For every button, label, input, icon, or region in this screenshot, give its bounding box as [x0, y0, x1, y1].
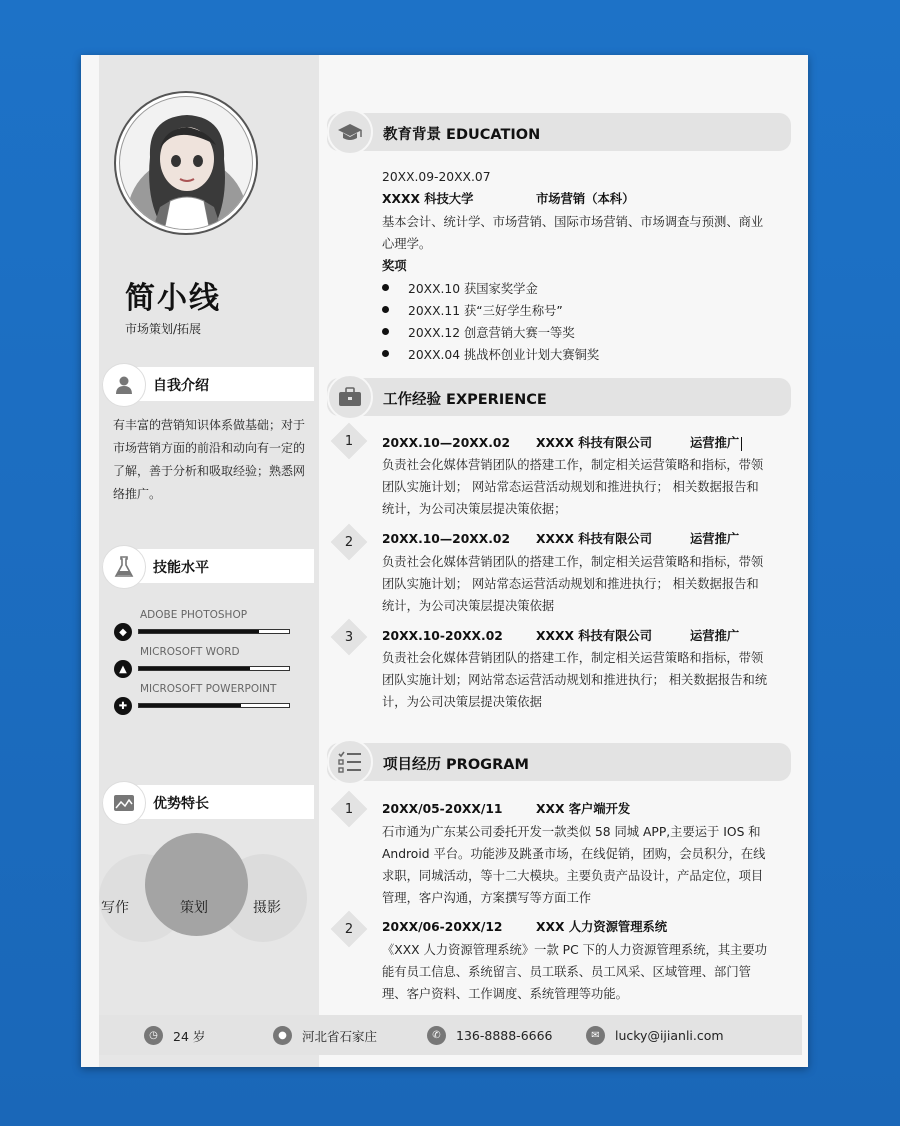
skills-header: [102, 549, 314, 583]
graduation-cap-icon: [327, 109, 373, 155]
program-name: XXX 客户端开发: [536, 802, 631, 816]
experience-position: 运营推广: [690, 432, 742, 454]
strength-label: 摄影: [253, 900, 281, 916]
experience-position: 运营推广: [690, 532, 740, 546]
footer-phone: ✆ 136-8888-6666: [427, 1026, 553, 1045]
text-cursor: [741, 437, 742, 451]
skill-bar-fill: [139, 667, 250, 670]
skill-name: ADOBE PHOTOSHOP: [140, 609, 248, 621]
experience-period: 20XX.10-20XX.02: [382, 629, 503, 643]
skill-bar: [138, 703, 290, 708]
bullet-dot: [382, 350, 389, 357]
profile-role: 市场策划/拓展: [125, 322, 202, 336]
experience-number: 2: [331, 524, 368, 561]
program-name: XXX 人力资源管理系统: [536, 920, 668, 934]
experience-company: XXXX 科技有限公司: [536, 436, 652, 450]
experience-period: 20XX.10—20XX.02: [382, 436, 511, 450]
skill-name: MICROSOFT WORD: [140, 646, 240, 658]
checklist-icon: [327, 739, 373, 785]
education-major: 市场营销（本科）: [536, 192, 635, 206]
experience-company: XXXX 科技有限公司: [536, 629, 652, 643]
skill-name: MICROSOFT POWERPOINT: [140, 683, 277, 695]
program-desc: 《XXX 人力资源管理系统》一款 PC 下的人力资源管理系统，其主要功能有员工信息、系统留言、员工联系、员工风采、区域管理、部门管理、客户资料、工作调度、系统管理等功能。: [382, 943, 768, 1001]
skill-bar-fill: [139, 630, 259, 633]
award-item: 20XX.10 获国家奖学金: [382, 279, 538, 297]
clock-icon: ◷: [144, 1026, 163, 1045]
mail-icon: ✉: [586, 1026, 605, 1045]
intro-title: 自我介绍: [153, 378, 209, 394]
award-item: 20XX.11 获“三好学生称号”: [382, 301, 563, 319]
profile-name: 简小线: [125, 281, 221, 316]
experience-position: 运营推广: [690, 629, 740, 643]
experience-number: 3: [331, 619, 368, 656]
photoshop-icon: ◆: [114, 623, 132, 641]
user-icon: [102, 363, 146, 407]
education-header: [327, 113, 791, 151]
program-header: [327, 743, 791, 781]
strengths-title: 优势特长: [153, 796, 209, 812]
experience-period: 20XX.10—20XX.02: [382, 532, 511, 546]
program-period: 20XX/06-20XX/12: [382, 920, 503, 934]
phone-icon: ✆: [427, 1026, 446, 1045]
strength-label: 写作: [101, 900, 129, 916]
bullet-dot: [382, 306, 389, 313]
avatar: [114, 91, 258, 235]
location-pin-icon: ●: [273, 1026, 292, 1045]
footer-email[interactable]: ✉ lucky@ijianli.com: [586, 1026, 724, 1045]
program-title: 项目经历 PROGRAM: [383, 757, 529, 773]
experience-desc: 负责社会化媒体营销团队的搭建工作，制定相关运营策略和指标，带领团队实施计划； 网站常态运营活动规划和推进执行； 相关数据报告和统计，为公司决策层提决策依据: [382, 555, 764, 613]
intro-text: 有丰富的营销知识体系做基础；对于市场营销方面的前沿和动向有一定的了解，善于分析和吸取经验；熟悉网络推广。: [113, 418, 306, 501]
program-number: 1: [331, 791, 368, 828]
powerpoint-icon: ✚: [114, 697, 132, 715]
experience-number: 1: [331, 423, 368, 460]
education-courses: 基本会计、统计学、市场营销、国际市场营销、市场调查与预测、商业心理学。: [382, 215, 764, 251]
skill-bar-fill: [139, 704, 241, 707]
footer-location: ● 河北省石家庄: [273, 1026, 377, 1045]
venn-circle-center: [145, 833, 248, 936]
experience-header: [327, 378, 791, 416]
strengths-venn: [99, 831, 319, 981]
award-item: 20XX.12 创意营销大赛一等奖: [382, 323, 575, 341]
education-school: XXXX 科技大学: [382, 192, 474, 206]
flask-icon: [102, 545, 146, 589]
skill-bar: [138, 629, 290, 634]
contact-footer: [99, 1015, 802, 1055]
experience-company: XXXX 科技有限公司: [536, 532, 652, 546]
skills-title: 技能水平: [153, 560, 209, 576]
experience-title: 工作经验 EXPERIENCE: [383, 392, 547, 408]
avatar-image: [119, 96, 253, 230]
strengths-header: [102, 785, 314, 819]
resume-page: [81, 55, 808, 1067]
award-item: 20XX.04 挑战杯创业计划大赛铜奖: [382, 345, 599, 363]
program-desc: 石市通为广东某公司委托开发一款类似 58 同城 APP,主要运于 IOS 和 Android 平台。功能涉及跳蚤市场，在线促销，团购，会员积分，在线求职，同城活动，等十二大模块。主要负责产品设计，产品定位，项目管理，客户沟通，方案撰写等方面工作: [382, 825, 766, 905]
program-number: 2: [331, 911, 368, 948]
footer-age: ◷ 24 岁: [144, 1026, 205, 1045]
bullet-dot: [382, 328, 389, 335]
briefcase-icon: [327, 374, 373, 420]
chart-image-icon: [102, 781, 146, 825]
education-title: 教育背景 EDUCATION: [383, 127, 541, 143]
experience-desc: 负责社会化媒体营销团队的搭建工作，制定相关运营策略和指标，带领团队实施计划；网站常态运营活动规划和推进执行； 相关数据报告和统计，为公司决策层提决策依据: [382, 651, 768, 709]
education-period: 20XX.09-20XX.07: [382, 170, 491, 184]
awards-title: 奖项: [382, 259, 407, 273]
strength-label: 策划: [180, 900, 208, 916]
bullet-dot: [382, 284, 389, 291]
experience-desc: 负责社会化媒体营销团队的搭建工作，制定相关运营策略和指标，带领团队实施计划； 网站常态运营活动规划和推进执行； 相关数据报告和统计，为公司决策层提决策依据；: [382, 458, 764, 516]
skill-bar: [138, 666, 290, 671]
word-icon: ▲: [114, 660, 132, 678]
intro-header: [102, 367, 314, 401]
program-period: 20XX/05-20XX/11: [382, 802, 503, 816]
